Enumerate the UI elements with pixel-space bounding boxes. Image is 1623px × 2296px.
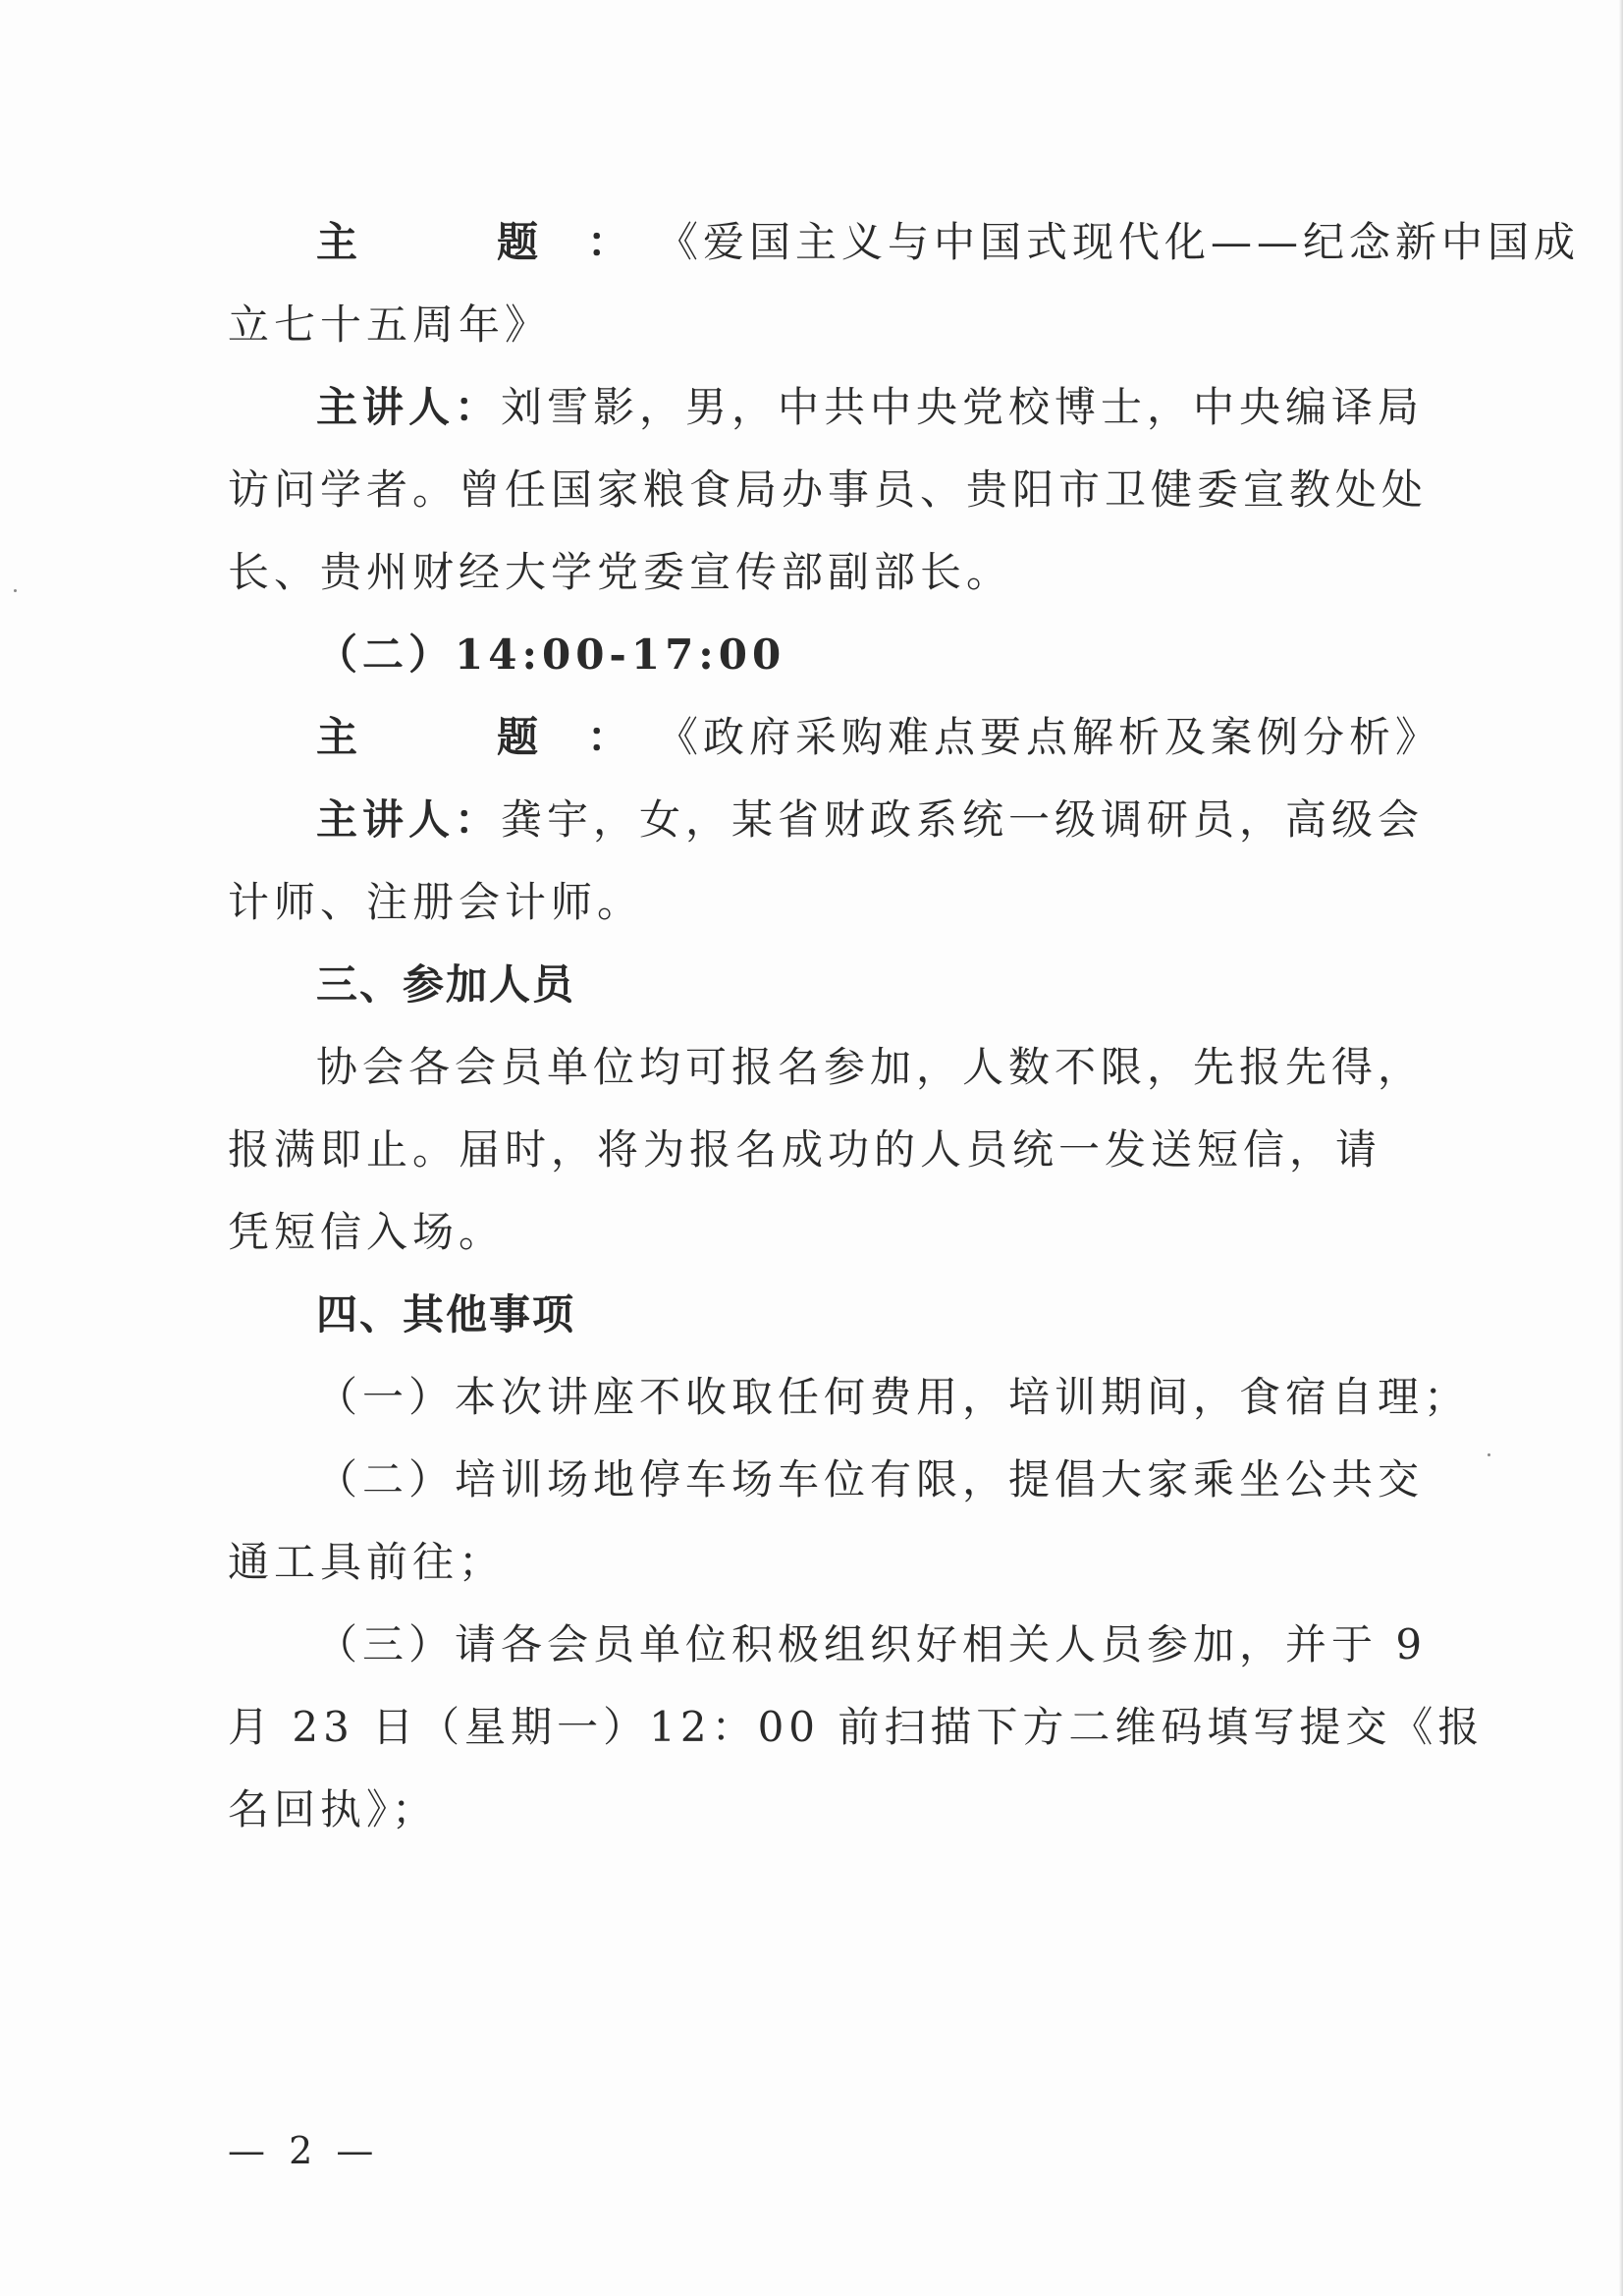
session2-time [228, 614, 1367, 696]
speaker-text-cont: 访问学者。曾任国家粮食局办事员、贵阳市卫健委宣教处处 [228, 465, 1429, 514]
section-four-item1: （一）本次讲座不收取任何费用，培训期间，食宿自理； [316, 1373, 1471, 1421]
section-four-heading: 四、其他事项 [316, 1290, 576, 1339]
scan-speck [14, 589, 17, 592]
speaker-label: 主讲人： [316, 795, 502, 844]
section-four-item2-line2: 通工具前往； [228, 1538, 506, 1586]
section-three-heading: 三、参加人员 [316, 960, 576, 1009]
speaker2-line2 [228, 861, 1367, 944]
topic1-line2 [228, 284, 1367, 366]
topic1-line1 [228, 201, 1581, 284]
speaker-label: 主讲人： [316, 383, 502, 431]
speaker-text: 刘雪影，男，中共中央党校博士，中央编译局 [501, 383, 1425, 431]
section-three-para-line3: 凭短信入场。 [228, 1208, 506, 1256]
page-number: — 2 — [228, 2129, 380, 2172]
speaker1-line1 [228, 366, 1425, 449]
topic-text: 《政府采购难点要点解析及案例分析》 [677, 713, 1442, 761]
speaker1-line2 [228, 449, 1429, 531]
section-four-item3-line3: 名回执》； [228, 1785, 439, 1833]
section-three-para-line2: 报满即止。届时，将为报名成功的人员统一发送短信，请 [228, 1125, 1382, 1174]
topic-label: 主 题： [316, 713, 678, 761]
session2-time-text: 14:00-17:00 [455, 630, 786, 679]
section-three-para-line1: 协会各会员单位均可报名参加，人数不限，先报先得， [316, 1043, 1425, 1091]
scan-speck [1488, 1453, 1490, 1456]
topic-label: 主 题： [316, 218, 678, 266]
speaker-text-cont: 计师、注册会计师。 [228, 878, 644, 926]
topic-text-cont: 立七十五周年》 [228, 301, 552, 349]
scan-edge [1619, 0, 1623, 2296]
section-four-item3-line1: （三）请各会员单位积极组织好相关人员参加，并于 9 [316, 1620, 1428, 1668]
speaker-text: 龚宇，女，某省财政系统一级调研员，高级会 [501, 795, 1425, 844]
session2-prefix: （二） [316, 630, 456, 679]
speaker1-line3 [228, 531, 1367, 614]
document-body [228, 201, 1581, 1851]
section-four-item3-line2: 月 23 日（星期一）12：00 前扫描下方二维码填写提交《报 [228, 1703, 1485, 1751]
topic2-line [228, 696, 1442, 779]
speaker2-line1 [228, 779, 1425, 861]
topic-text: 《爱国主义与中国式现代化——纪念新中国成 [677, 218, 1581, 266]
section-four-item2-line1: （二）培训场地停车场车位有限，提倡大家乘坐公共交 [316, 1455, 1425, 1503]
speaker-text-cont: 长、贵州财经大学党委宣传部副部长。 [228, 548, 1013, 596]
